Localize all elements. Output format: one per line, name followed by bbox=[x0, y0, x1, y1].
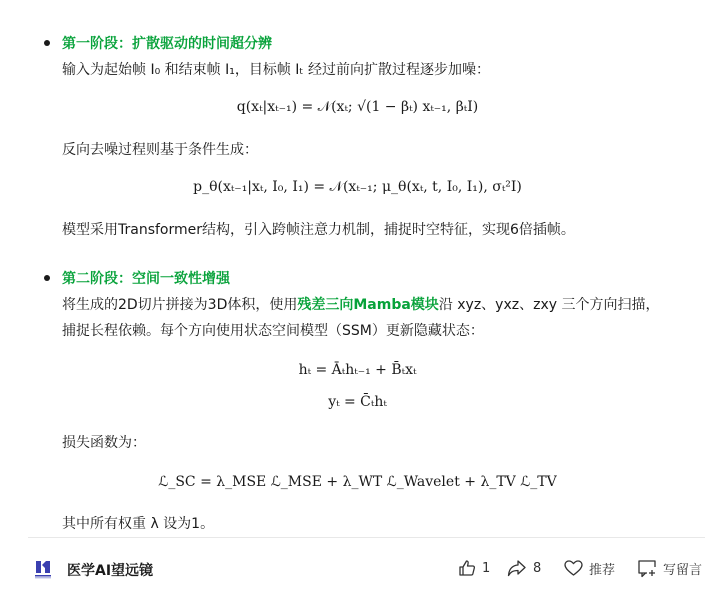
equation-forward-diffusion: q(xₜ|xₜ₋₁) = 𝒩(xₜ; √(1 − βₜ) xₜ₋₁, βₜI) bbox=[236, 99, 479, 115]
article-footer bbox=[0, 548, 715, 592]
stage1-reverse-intro: 反向去噪过程则基于条件生成： bbox=[62, 142, 258, 158]
stage1-heading: 第一阶段：扩散驱动的时间超分辨 bbox=[62, 36, 272, 52]
stage2-line1 bbox=[62, 292, 659, 318]
stage1-model-desc: 模型采用Transformer结构，引入跨帧注意力机制，捕捉时空特征，实现6倍插帧。 bbox=[62, 222, 575, 238]
comment-add-icon bbox=[636, 558, 658, 578]
recommend-button[interactable] bbox=[563, 558, 615, 578]
share-count: 8 bbox=[533, 560, 542, 576]
share-button[interactable] bbox=[506, 558, 541, 578]
like-count: 1 bbox=[482, 560, 491, 576]
mamba-module-highlight: 残差三向Mamba模块 bbox=[297, 297, 439, 313]
author-name[interactable]: 医学AI望远镜 bbox=[67, 563, 154, 579]
heart-icon bbox=[563, 558, 584, 578]
stage2-line2: 捕捉长程依赖。每个方向使用状态空间模型（SSM）更新隐藏状态： bbox=[62, 323, 484, 339]
like-button[interactable] bbox=[457, 558, 490, 578]
stage1-bullet bbox=[44, 33, 272, 53]
comment-button[interactable] bbox=[636, 558, 702, 578]
thumbs-up-icon bbox=[457, 558, 477, 578]
comment-label: 写留言 bbox=[663, 562, 703, 578]
loss-intro: 损失函数为： bbox=[62, 435, 146, 451]
stage2-bullet bbox=[44, 268, 230, 288]
bullet-dot bbox=[44, 275, 50, 281]
account-logo-icon[interactable] bbox=[32, 559, 54, 579]
equation-output: yₜ = C̄ₜhₜ bbox=[328, 394, 387, 410]
stage2-line1-pre: 将生成的2D切片拼接为3D体积，使用 bbox=[62, 297, 298, 313]
equation-loss: ℒ_SC = λ_MSE ℒ_MSE + λ_WT ℒ_Wavelet + λ_TV ℒ_TV bbox=[158, 474, 557, 490]
footer-divider bbox=[28, 537, 705, 538]
equation-hidden-state: hₜ = Āₜhₜ₋₁ + B̄ₜxₜ bbox=[298, 362, 417, 378]
recommend-label: 推荐 bbox=[589, 562, 616, 578]
bullet-dot bbox=[44, 40, 50, 46]
equation-reverse-denoise: p_θ(xₜ₋₁|xₜ, I₀, I₁) = 𝒩(xₜ₋₁; μ_θ(xₜ, t, I₀, I₁), σₜ²I) bbox=[193, 179, 522, 195]
share-icon bbox=[506, 558, 528, 578]
stage2-heading: 第二阶段：空间一致性增强 bbox=[62, 271, 230, 287]
stage1-intro: 输入为起始帧 I₀ 和结束帧 I₁，目标帧 Iₜ 经过前向扩散过程逐步加噪： bbox=[62, 62, 490, 78]
stage2-line1-post: 沿 xyz、yxz、zxy 三个方向扫描， bbox=[438, 297, 660, 313]
weights-note: 其中所有权重 λ 设为1。 bbox=[62, 516, 215, 532]
